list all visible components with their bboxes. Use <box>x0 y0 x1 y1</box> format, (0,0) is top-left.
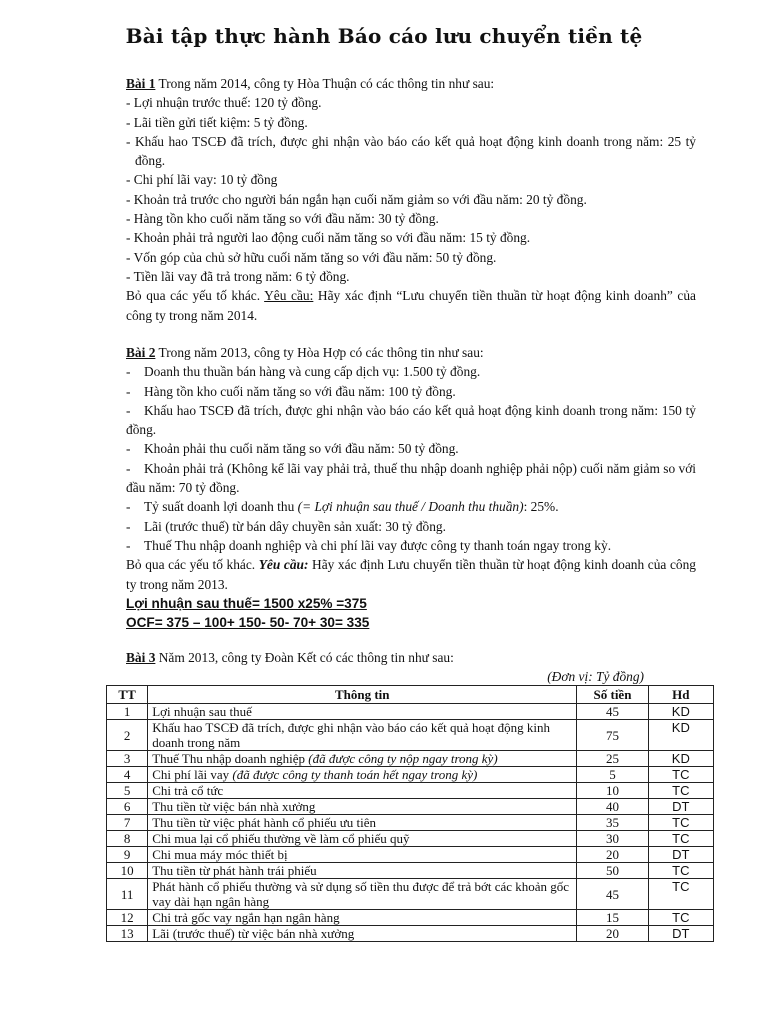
column-header-amount: Số tiền <box>577 686 648 704</box>
list-item: - Khoản phải trả (Không kể lãi vay phải trả, thuế thu nhập doanh nghiệp phải nộp) cuối năm giảm so với đầu năm: 70 tỷ đồng. <box>126 460 696 496</box>
list-item: - Lãi tiền gửi tiết kiệm: 5 tỷ đồng. <box>126 114 308 130</box>
column-header-tt: TT <box>107 686 148 704</box>
list-item: - Vốn góp của chủ sở hữu cuối năm tăng so với đầu năm: 50 tỷ đồng. <box>126 249 497 265</box>
page-title: Bài tập thực hành Báo cáo lưu chuyển tiền tệ <box>125 24 643 48</box>
exercise-1-intro: Bài 1 Trong năm 2014, công ty Hòa Thuận có các thông tin như sau: <box>126 76 495 91</box>
table-row: 4 Chi phí lãi vay (đã được công ty thanh toán hết ngay trong kỳ) 5 TC <box>107 767 714 783</box>
list-item: - Lãi (trước thuế) từ bán dây chuyền sản xuất: 30 tỷ đồng. <box>126 518 446 534</box>
exercise-2 <box>126 343 696 632</box>
exercise-2-intro: Bài 2 Trong năm 2013, công ty Hòa Hợp có các thông tin như sau: <box>126 345 484 360</box>
table-row: 2 Khấu hao TSCĐ đã trích, được ghi nhận vào báo cáo kết quả hoạt động kinh doanh trong năm 75 KD <box>107 720 714 751</box>
table-row: 10 Thu tiền từ phát hành trái phiếu 50 TC <box>107 863 714 879</box>
exercise-2-requirement: Bỏ qua các yếu tố khác. Yêu cầu: Hãy xác định Lưu chuyển tiền thuần từ hoạt động kinh doanh của công ty trong năm 2013. <box>126 557 696 592</box>
list-item: - Khoản trả trước cho người bán ngắn hạn cuối năm giảm so với đầu năm: 20 tỷ đồng. <box>126 191 587 207</box>
list-item: - Chi phí lãi vay: 10 tỷ đồng <box>126 172 278 188</box>
list-item: - Hàng tồn kho cuối năm tăng so với đầu năm: 100 tỷ đồng. <box>126 383 456 399</box>
exercise-3 <box>126 648 696 687</box>
table-row: 12 Chi trả gốc vay ngắn hạn ngân hàng 15 TC <box>107 910 714 926</box>
data-table <box>106 685 714 942</box>
calc-ocf: OCF= 375 – 100+ 150- 50- 70+ 30= 335 <box>126 615 370 631</box>
unit-note: (Đơn vị: Tỷ đồng) <box>547 669 644 685</box>
exercise-1 <box>126 74 696 325</box>
list-item: - Khoản phải thu cuối năm tăng so với đầu năm: 50 tỷ đồng. <box>126 441 459 457</box>
list-item: - Thuế Thu nhập doanh nghiệp và chi phí lãi vay được công ty thanh toán ngay trong kỳ. <box>126 537 612 553</box>
table-row: 3 Thuế Thu nhập doanh nghiệp (đã được công ty nộp ngay trong kỳ) 25 KD <box>107 751 714 767</box>
exercise-2-label: Bài 2 <box>126 345 156 360</box>
exercise-3-label: Bài 3 <box>126 650 156 665</box>
table-row: 11 Phát hành cổ phiếu thường và sử dụng số tiền thu được để trả bớt các khoản gốc vay dài hạn ngân hàng 45 TC <box>107 879 714 910</box>
list-item: - Hàng tồn kho cuối năm tăng so với đầu năm: 30 tỷ đồng. <box>126 211 439 227</box>
list-item: - Khoản phải trả người lao động cuối năm tăng so với đầu năm: 15 tỷ đồng. <box>126 230 531 246</box>
requirement-label: Yêu cầu: <box>258 557 309 573</box>
table-row: 5 Chi trả cổ tức 10 TC <box>107 783 714 799</box>
list-item: - Lợi nhuận trước thuế: 120 tỷ đồng. <box>126 95 322 111</box>
table-header-row <box>107 686 714 704</box>
list-item: - Khấu hao TSCĐ đã trích, được ghi nhận vào báo cáo kết quả hoạt động kinh doanh trong năm: 150 tỷ đồng. <box>126 402 696 438</box>
list-item: - Doanh thu thuần bán hàng và cung cấp dịch vụ: 1.500 tỷ đồng. <box>126 364 481 380</box>
list-item: - Tỷ suất doanh lợi doanh thu (= Lợi nhuận sau thuế / Doanh thu thuần): 25%. <box>126 499 559 515</box>
exercise-1-label: Bài 1 <box>126 76 156 91</box>
calc-net-income: Lợi nhuận sau thuế= 1500 x25% =375 <box>126 595 367 611</box>
exercise-3-intro: Bài 3 Năm 2013, công ty Đoàn Kết có các thông tin như sau: <box>126 650 454 665</box>
table-row: 7 Thu tiền từ việc phát hành cổ phiếu ưu tiên 35 TC <box>107 815 714 831</box>
column-header-info: Thông tin <box>148 686 577 704</box>
table-row: 8 Chi mua lại cổ phiếu thường về làm cổ phiếu quỹ 30 TC <box>107 831 714 847</box>
exercise-1-requirement: Bỏ qua các yếu tố khác. Yêu cầu: Hãy xác định “Lưu chuyển tiền thuần từ hoạt động kinh doanh” của công ty trong năm 2014. <box>126 288 696 323</box>
table-row: 1 Lợi nhuận sau thuế 45 KD <box>107 704 714 720</box>
table-row: 13 Lãi (trước thuế) từ việc bán nhà xưởng 20 DT <box>107 926 714 942</box>
table-row: 6 Thu tiền từ việc bán nhà xưởng 40 DT <box>107 799 714 815</box>
list-item: - Khấu hao TSCĐ đã trích, được ghi nhận vào báo cáo kết quả hoạt động kinh doanh trong năm: 25 tỷ đồng. <box>126 133 696 169</box>
column-header-hd: Hd <box>648 686 713 704</box>
table-row: 9 Chi mua máy móc thiết bị 20 DT <box>107 847 714 863</box>
list-item: - Tiền lãi vay đã trả trong năm: 6 tỷ đồng. <box>126 268 350 284</box>
requirement-label: Yêu cầu: <box>264 288 314 304</box>
